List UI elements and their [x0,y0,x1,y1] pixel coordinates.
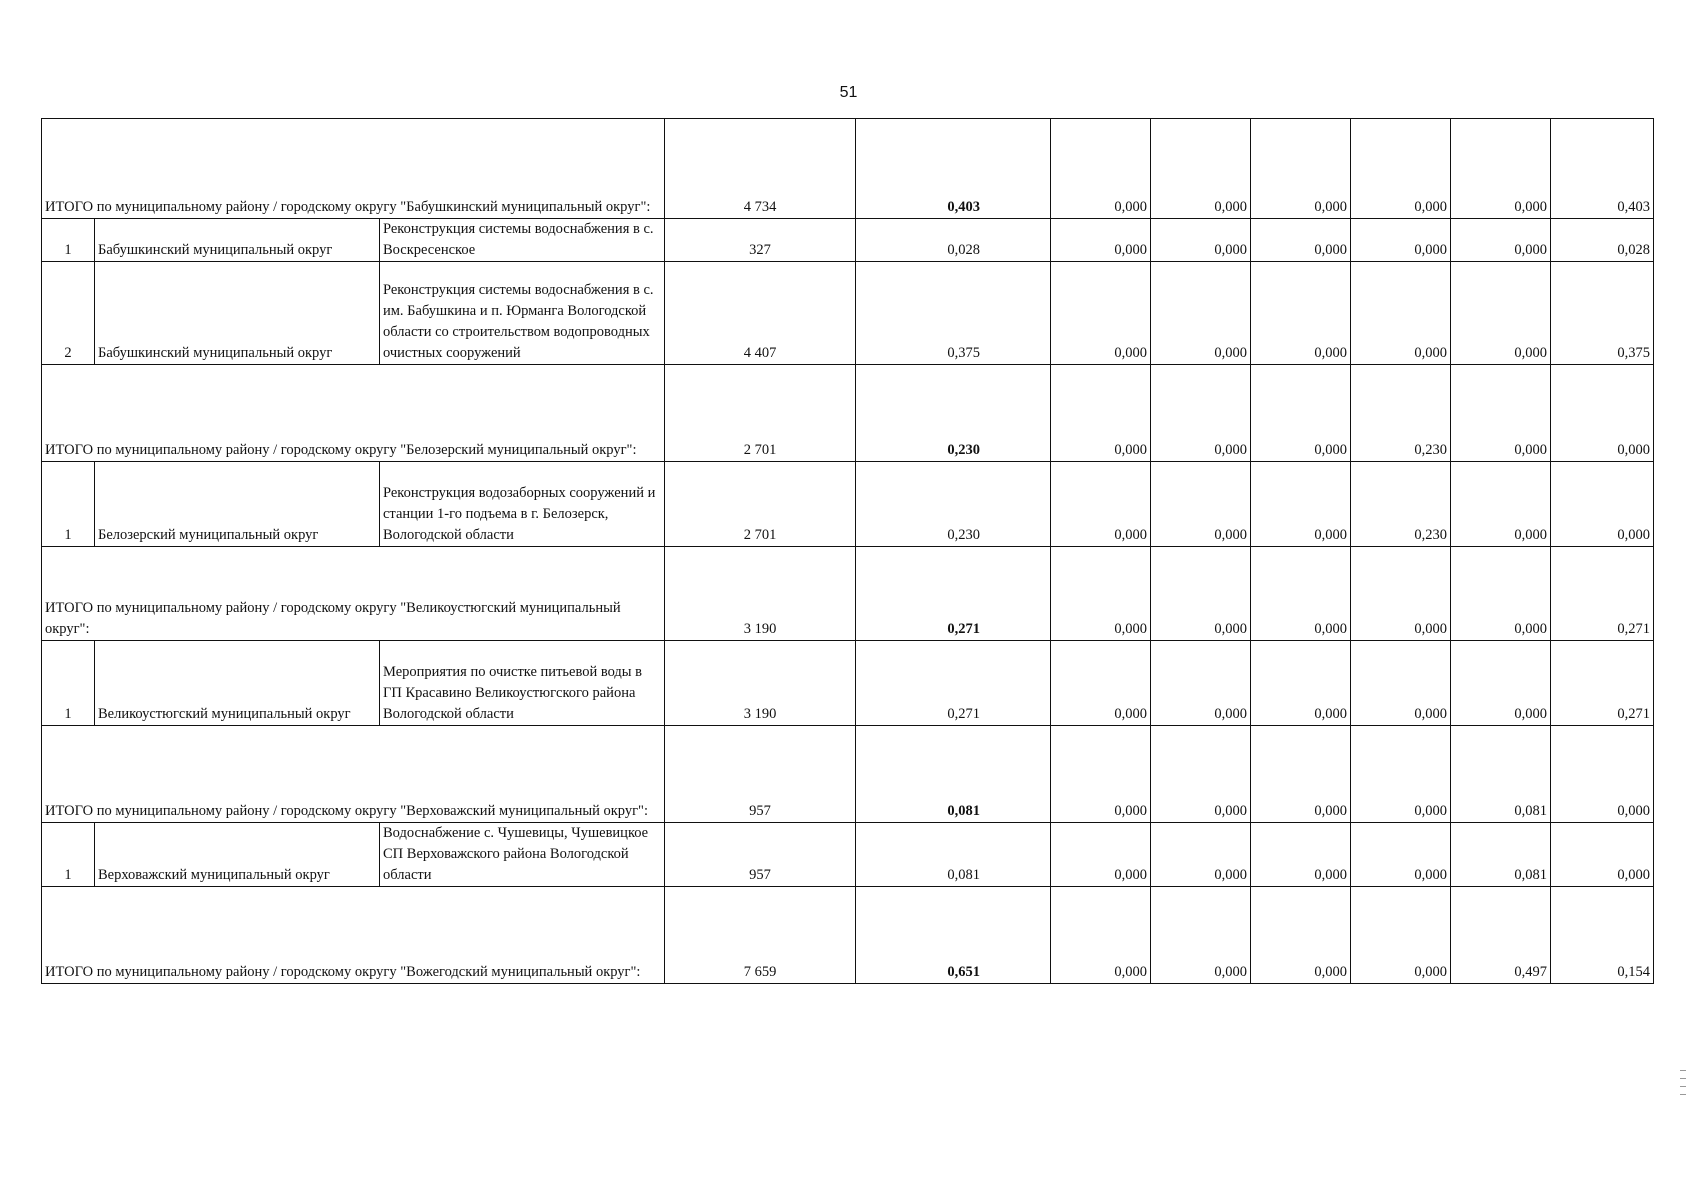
value-cell: 0,000 [1351,823,1451,887]
row-index: 1 [42,219,95,262]
value-cell: 0,000 [1051,219,1151,262]
value-cell: 0,000 [1051,262,1151,365]
value-cell: 0,000 [1151,262,1251,365]
value-cell: 0,000 [1251,726,1351,823]
value-cell: 0,000 [1351,641,1451,726]
value-cell: 0,000 [1151,119,1251,219]
value-cell: 0,000 [1451,219,1551,262]
item-row [42,823,1654,887]
total-value-cell: 0,651 [856,887,1051,984]
amount-cell: 4 407 [665,262,856,365]
value-cell: 0,497 [1451,887,1551,984]
value-cell: 0,230 [1351,365,1451,462]
value-cell: 0,000 [1351,726,1451,823]
total-value-cell: 0,081 [856,823,1051,887]
scan-mark [1680,1094,1686,1095]
value-cell: 0,375 [1551,262,1654,365]
amount-cell: 2 701 [665,462,856,547]
value-cell: 0,000 [1051,119,1151,219]
scan-mark [1680,1070,1686,1071]
project-description: Реконструкция системы водоснабжения в с. им. Бабушкина и п. Юрманга Вологодской области со строительством водопроводных очистных сооружений [380,262,665,365]
total-value-cell: 0,230 [856,365,1051,462]
value-cell: 0,000 [1051,726,1151,823]
municipality-name: Великоустюгский муниципальный округ [95,641,380,726]
project-description: Мероприятия по очистке питьевой воды в ГП Красавино Великоустюгского района Вологодской области [380,641,665,726]
value-cell: 0,000 [1251,365,1351,462]
value-cell: 0,000 [1551,823,1654,887]
value-cell: 0,000 [1151,823,1251,887]
value-cell: 0,000 [1151,462,1251,547]
scan-mark [1680,1086,1686,1087]
value-cell: 0,000 [1151,641,1251,726]
value-cell: 0,000 [1451,262,1551,365]
amount-cell: 2 701 [665,365,856,462]
total-label: ИТОГО по муниципальному району / городскому округу "Вожегодский муниципальный округ": [42,887,665,984]
value-cell: 0,000 [1251,462,1351,547]
row-index: 2 [42,262,95,365]
value-cell: 0,000 [1051,547,1151,641]
total-label: ИТОГО по муниципальному району / городскому округу "Верховажский муниципальный округ": [42,726,665,823]
total-row [42,887,1654,984]
value-cell: 0,000 [1051,365,1151,462]
value-cell: 0,000 [1051,462,1151,547]
amount-cell: 327 [665,219,856,262]
project-description: Водоснабжение с. Чушевицы, Чушевицкое СП Верховажского района Вологодской области [380,823,665,887]
value-cell: 0,000 [1451,462,1551,547]
row-index: 1 [42,462,95,547]
project-description: Реконструкция водозаборных сооружений и станции 1-го подъема в г. Белозерск, Вологодской области [380,462,665,547]
value-cell: 0,000 [1251,262,1351,365]
value-cell: 0,000 [1351,547,1451,641]
value-cell: 0,000 [1351,887,1451,984]
value-cell: 0,000 [1551,726,1654,823]
total-row [42,726,1654,823]
project-description: Реконструкция системы водоснабжения в с. Воскресенское [380,219,665,262]
municipality-name: Белозерский муниципальный округ [95,462,380,547]
total-label: ИТОГО по муниципальному району / городскому округу "Бабушкинский муниципальный округ": [42,119,665,219]
item-row [42,641,1654,726]
total-value-cell: 0,271 [856,641,1051,726]
value-cell: 0,000 [1451,641,1551,726]
value-cell: 0,000 [1551,462,1654,547]
value-cell: 0,000 [1251,823,1351,887]
amount-cell: 957 [665,726,856,823]
value-cell: 0,000 [1151,887,1251,984]
amount-cell: 7 659 [665,887,856,984]
value-cell: 0,271 [1551,547,1654,641]
item-row [42,219,1654,262]
value-cell: 0,000 [1251,547,1351,641]
value-cell: 0,000 [1151,726,1251,823]
value-cell: 0,000 [1351,119,1451,219]
municipality-name: Бабушкинский муниципальный округ [95,262,380,365]
total-value-cell: 0,375 [856,262,1051,365]
value-cell: 0,000 [1251,641,1351,726]
value-cell: 0,000 [1451,365,1551,462]
value-cell: 0,154 [1551,887,1654,984]
amount-cell: 957 [665,823,856,887]
total-label: ИТОГО по муниципальному району / городскому округу "Великоустюгский муниципальный округ": [42,547,665,641]
scan-mark [1680,1078,1686,1079]
table-body [42,119,1654,984]
value-cell: 0,000 [1151,547,1251,641]
row-index: 1 [42,823,95,887]
value-cell: 0,271 [1551,641,1654,726]
value-cell: 0,000 [1251,887,1351,984]
value-cell: 0,000 [1051,641,1151,726]
total-row [42,119,1654,219]
row-index: 1 [42,641,95,726]
value-cell: 0,081 [1451,726,1551,823]
value-cell: 0,000 [1551,365,1654,462]
total-value-cell: 0,230 [856,462,1051,547]
value-cell: 0,000 [1151,219,1251,262]
municipality-name: Верховажский муниципальный округ [95,823,380,887]
amount-cell: 3 190 [665,641,856,726]
municipality-name: Бабушкинский муниципальный округ [95,219,380,262]
value-cell: 0,000 [1351,262,1451,365]
value-cell: 0,000 [1151,365,1251,462]
value-cell: 0,000 [1051,887,1151,984]
total-value-cell: 0,271 [856,547,1051,641]
total-row [42,365,1654,462]
value-cell: 0,000 [1251,219,1351,262]
value-cell: 0,403 [1551,119,1654,219]
total-row [42,547,1654,641]
item-row [42,262,1654,365]
report-table [41,118,1654,984]
total-value-cell: 0,028 [856,219,1051,262]
value-cell: 0,081 [1451,823,1551,887]
amount-cell: 4 734 [665,119,856,219]
total-value-cell: 0,403 [856,119,1051,219]
value-cell: 0,000 [1051,823,1151,887]
total-value-cell: 0,081 [856,726,1051,823]
amount-cell: 3 190 [665,547,856,641]
value-cell: 0,000 [1451,547,1551,641]
value-cell: 0,000 [1451,119,1551,219]
value-cell: 0,000 [1251,119,1351,219]
value-cell: 0,000 [1351,219,1451,262]
total-label: ИТОГО по муниципальному району / городскому округу "Белозерский муниципальный округ": [42,365,665,462]
item-row [42,462,1654,547]
page-number: 51 [839,84,858,101]
value-cell: 0,028 [1551,219,1654,262]
value-cell: 0,230 [1351,462,1451,547]
